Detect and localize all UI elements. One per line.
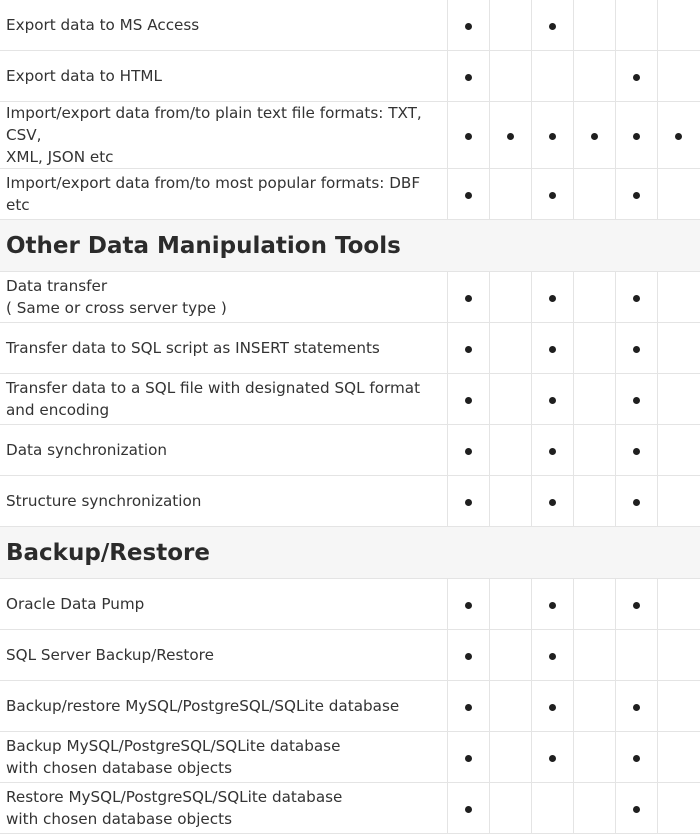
feature-name-line: SQL Server Backup/Restore [6, 646, 214, 664]
support-cell [615, 783, 657, 834]
support-cell [447, 630, 489, 681]
bullet-dot-icon [465, 346, 472, 353]
support-cell [573, 476, 615, 527]
support-cell [531, 425, 573, 476]
bullet-dot-icon [549, 192, 556, 199]
support-cell [657, 51, 700, 102]
table-row [0, 783, 700, 834]
support-cell [657, 102, 700, 169]
support-cell [615, 374, 657, 425]
support-cell [615, 425, 657, 476]
table-row [0, 579, 700, 630]
feature-name-cell [0, 579, 447, 630]
support-cell [615, 579, 657, 630]
table-row [0, 630, 700, 681]
bullet-dot-icon [549, 704, 556, 711]
feature-name-line: XML, JSON etc [6, 148, 114, 166]
feature-name-line: ( Same or cross server type ) [6, 299, 227, 317]
section-title: Backup/Restore [0, 527, 700, 579]
support-cell [615, 0, 657, 51]
bullet-dot-icon [633, 806, 640, 813]
feature-name-line: Export data to HTML [6, 67, 162, 85]
bullet-dot-icon [633, 397, 640, 404]
support-cell [447, 476, 489, 527]
feature-name-cell [0, 102, 447, 169]
support-cell [531, 630, 573, 681]
support-cell [531, 0, 573, 51]
feature-name-line: with chosen database objects [6, 810, 232, 828]
support-cell [489, 323, 531, 374]
feature-name-cell [0, 732, 447, 783]
bullet-dot-icon [549, 397, 556, 404]
support-cell [489, 579, 531, 630]
support-cell [489, 732, 531, 783]
bullet-dot-icon [591, 133, 598, 140]
feature-name-line: Data synchronization [6, 441, 168, 459]
bullet-dot-icon [633, 74, 640, 81]
bullet-dot-icon [465, 755, 472, 762]
bullet-dot-icon [465, 806, 472, 813]
support-cell [489, 169, 531, 220]
feature-name-line: Import/export data from/to most popular formats: DBF etc [6, 174, 421, 214]
support-cell [531, 681, 573, 732]
feature-name-line: with chosen database objects [6, 759, 232, 777]
support-cell [657, 630, 700, 681]
support-cell [489, 783, 531, 834]
bullet-dot-icon [465, 499, 472, 506]
bullet-dot-icon [633, 499, 640, 506]
bullet-dot-icon [675, 133, 682, 140]
section-header-row [0, 220, 700, 272]
support-cell [615, 272, 657, 323]
bullet-dot-icon [549, 499, 556, 506]
support-cell [447, 169, 489, 220]
bullet-dot-icon [549, 346, 556, 353]
support-cell [447, 102, 489, 169]
support-cell [489, 476, 531, 527]
support-cell [573, 272, 615, 323]
support-cell [657, 323, 700, 374]
bullet-dot-icon [549, 133, 556, 140]
bullet-dot-icon [633, 704, 640, 711]
support-cell [615, 323, 657, 374]
support-cell [447, 323, 489, 374]
table-row [0, 374, 700, 425]
support-cell [531, 732, 573, 783]
feature-name-cell [0, 323, 447, 374]
support-cell [657, 579, 700, 630]
table-row [0, 681, 700, 732]
bullet-dot-icon [507, 133, 514, 140]
support-cell [531, 579, 573, 630]
support-cell [489, 374, 531, 425]
bullet-dot-icon [549, 448, 556, 455]
support-cell [489, 0, 531, 51]
support-cell [573, 681, 615, 732]
support-cell [573, 579, 615, 630]
feature-name-cell [0, 476, 447, 527]
feature-name-cell [0, 374, 447, 425]
feature-name-line: Transfer data to a SQL file with designated SQL format [6, 379, 421, 397]
support-cell [447, 425, 489, 476]
support-cell [573, 102, 615, 169]
support-cell [489, 102, 531, 169]
feature-name-line: CSV, [6, 126, 42, 144]
support-cell [573, 425, 615, 476]
bullet-dot-icon [465, 295, 472, 302]
support-cell [615, 476, 657, 527]
support-cell [573, 732, 615, 783]
feature-name-line: Export data to MS Access [6, 16, 200, 34]
support-cell [573, 169, 615, 220]
feature-name-cell [0, 630, 447, 681]
feature-name-line: and encoding [6, 401, 110, 419]
support-cell [573, 323, 615, 374]
bullet-dot-icon [465, 602, 472, 609]
support-cell [573, 374, 615, 425]
section-title: Other Data Manipulation Tools [0, 220, 700, 272]
support-cell [531, 783, 573, 834]
support-cell [489, 51, 531, 102]
support-cell [447, 0, 489, 51]
feature-name-line: Backup MySQL/PostgreSQL/SQLite database [6, 737, 341, 755]
feature-name-line: Structure synchronization [6, 492, 202, 510]
bullet-dot-icon [633, 346, 640, 353]
table-row [0, 476, 700, 527]
support-cell [489, 425, 531, 476]
support-cell [447, 783, 489, 834]
bullet-dot-icon [465, 133, 472, 140]
bullet-dot-icon [549, 755, 556, 762]
feature-name-line: Oracle Data Pump [6, 595, 145, 613]
feature-name-line: Transfer data to SQL script as INSERT statements [6, 339, 380, 357]
support-cell [573, 630, 615, 681]
bullet-dot-icon [465, 653, 472, 660]
support-cell [489, 681, 531, 732]
support-cell [657, 476, 700, 527]
support-cell [615, 51, 657, 102]
support-cell [615, 732, 657, 783]
feature-name-cell [0, 272, 447, 323]
support-cell [657, 732, 700, 783]
table-row [0, 732, 700, 783]
support-cell [531, 51, 573, 102]
feature-name-line: Backup/restore MySQL/PostgreSQL/SQLite database [6, 697, 400, 715]
support-cell [573, 0, 615, 51]
support-cell [657, 272, 700, 323]
support-cell [657, 783, 700, 834]
table-row [0, 51, 700, 102]
support-cell [573, 51, 615, 102]
table-row [0, 169, 700, 220]
support-cell [489, 630, 531, 681]
support-cell [447, 732, 489, 783]
bullet-dot-icon [549, 602, 556, 609]
table-row [0, 323, 700, 374]
bullet-dot-icon [465, 397, 472, 404]
feature-name-cell [0, 0, 447, 51]
section-header-row [0, 527, 700, 579]
feature-name-cell [0, 169, 447, 220]
feature-name-cell [0, 51, 447, 102]
support-cell [615, 630, 657, 681]
table-row [0, 272, 700, 323]
feature-name-cell [0, 681, 447, 732]
support-cell [531, 374, 573, 425]
support-cell [447, 579, 489, 630]
feature-name-line: Restore MySQL/PostgreSQL/SQLite database [6, 788, 343, 806]
bullet-dot-icon [549, 653, 556, 660]
table-row [0, 0, 700, 51]
bullet-dot-icon [633, 448, 640, 455]
support-cell [489, 272, 531, 323]
support-cell [531, 476, 573, 527]
bullet-dot-icon [465, 704, 472, 711]
support-cell [615, 681, 657, 732]
table-row [0, 102, 700, 169]
support-cell [531, 323, 573, 374]
bullet-dot-icon [633, 602, 640, 609]
bullet-dot-icon [549, 23, 556, 30]
feature-name-line: Import/export data from/to plain text file formats: TXT, [6, 104, 422, 122]
support-cell [531, 102, 573, 169]
bullet-dot-icon [633, 133, 640, 140]
support-cell [531, 169, 573, 220]
support-cell [657, 374, 700, 425]
support-cell [447, 374, 489, 425]
support-cell [615, 102, 657, 169]
support-cell [657, 425, 700, 476]
support-cell [447, 51, 489, 102]
feature-name-cell [0, 783, 447, 834]
support-cell [615, 169, 657, 220]
support-cell [531, 272, 573, 323]
bullet-dot-icon [465, 74, 472, 81]
bullet-dot-icon [633, 192, 640, 199]
bullet-dot-icon [465, 23, 472, 30]
bullet-dot-icon [465, 192, 472, 199]
support-cell [573, 783, 615, 834]
table-row [0, 425, 700, 476]
bullet-dot-icon [549, 295, 556, 302]
support-cell [447, 681, 489, 732]
support-cell [657, 681, 700, 732]
support-cell [447, 272, 489, 323]
bullet-dot-icon [633, 755, 640, 762]
support-cell [657, 0, 700, 51]
support-cell [657, 169, 700, 220]
bullet-dot-icon [633, 295, 640, 302]
bullet-dot-icon [465, 448, 472, 455]
feature-name-line: Data transfer [6, 277, 108, 295]
feature-name-cell [0, 425, 447, 476]
